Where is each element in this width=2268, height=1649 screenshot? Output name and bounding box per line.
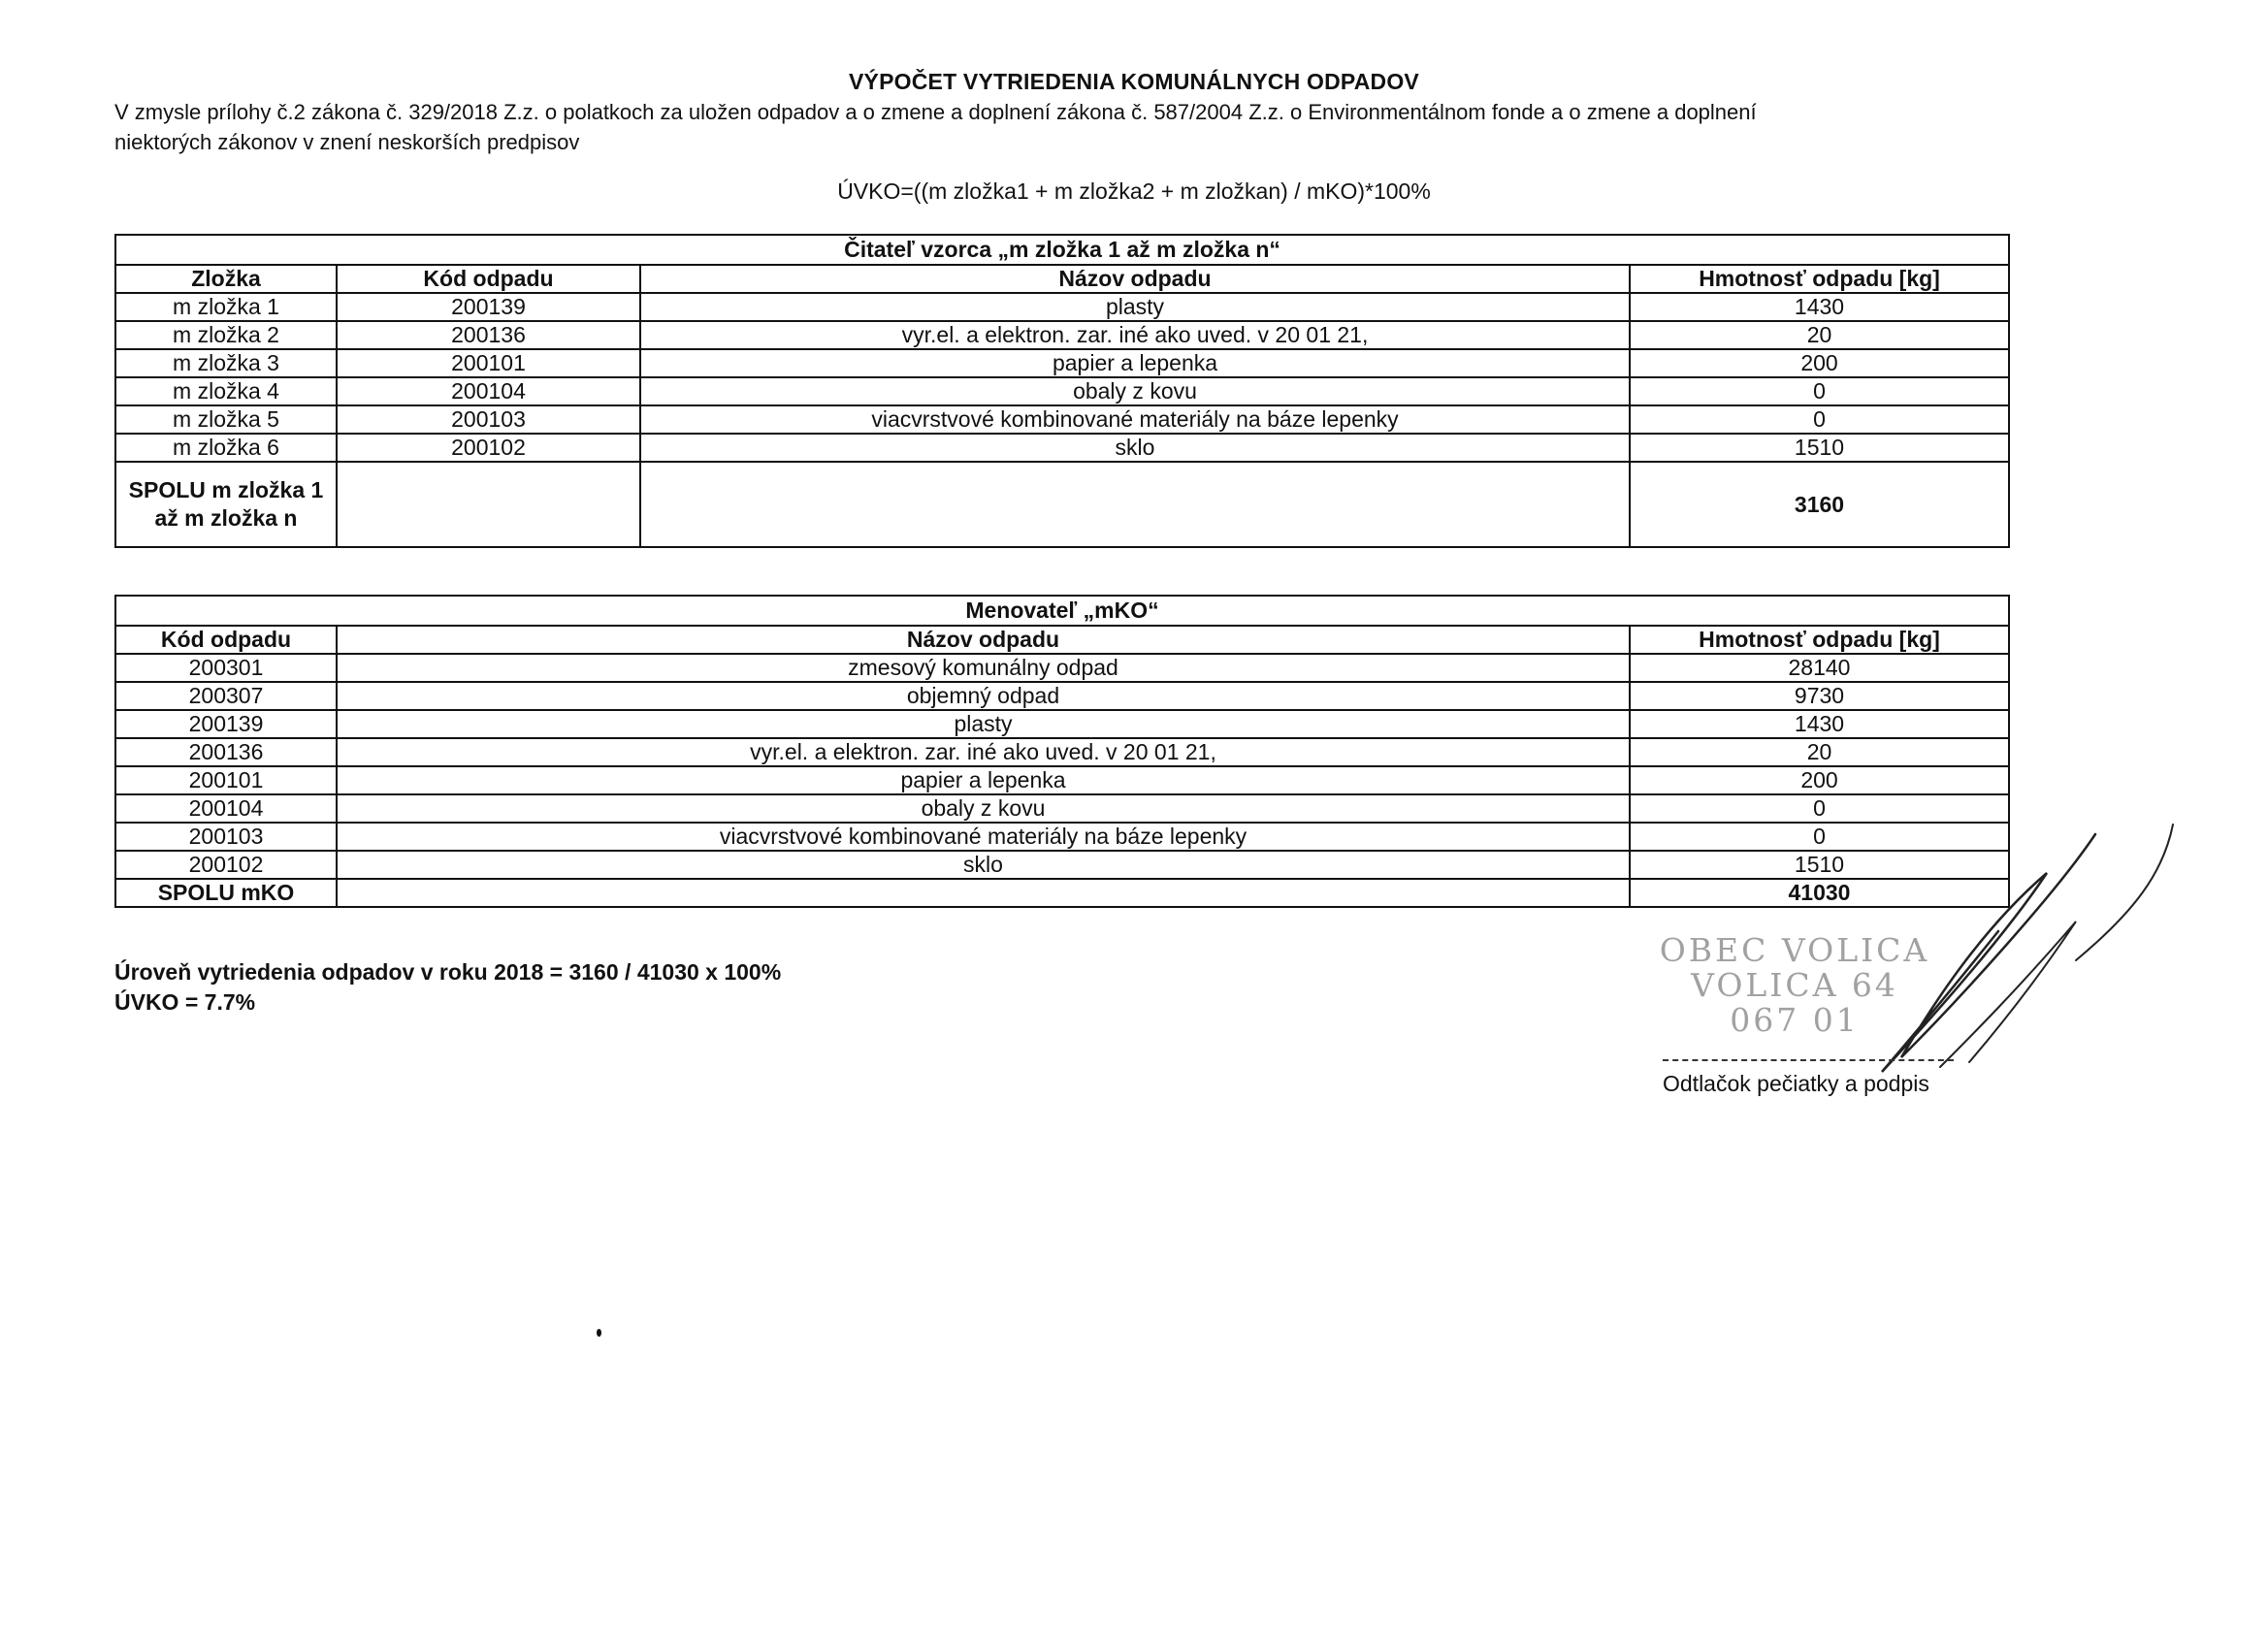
table-row (115, 766, 2009, 794)
result-uvko: ÚVKO = 7.7% (114, 989, 256, 1015)
code-cell: 200101 (115, 766, 337, 794)
numerator-total-row (115, 462, 2009, 547)
weight-cell: 0 (1630, 377, 2009, 405)
table-row (115, 794, 2009, 823)
stamp-line-3: 067 01 (1730, 1001, 1860, 1039)
table-row (115, 321, 2009, 349)
legal-intro (114, 97, 2055, 157)
signature-label: Odtlačok pečiatky a podpis (1663, 1071, 1929, 1096)
name-cell: vyr.el. a elektron. zar. iné ako uved. v 20 01 21, (337, 738, 1630, 766)
table-row (115, 405, 2009, 434)
component-cell: m zložka 5 (115, 405, 337, 434)
code-cell: 200301 (115, 654, 337, 682)
empty-cell (337, 879, 1630, 907)
code-cell: 200102 (115, 851, 337, 879)
legal-intro-line-1: V zmysle prílohy č.2 zákona č. 329/2018 Z.z. o polatkoch za uložen odpadov a o zmene a doplnení zákona č. 587/2004 Z.z. o Environmentálnom fonde a o zmene a doplnení (114, 100, 1757, 124)
code-cell: 200104 (337, 377, 640, 405)
empty-cell (337, 462, 640, 547)
name-cell: sklo (337, 851, 1630, 879)
weight-cell: 0 (1630, 405, 2009, 434)
legal-intro-line-2: niektorých zákonov v znení neskorších predpisov (114, 130, 580, 154)
code-cell: 200136 (115, 738, 337, 766)
header-waste-weight: Hmotnosť odpadu [kg] (1630, 626, 2009, 654)
numerator-header-row (115, 265, 2009, 293)
weight-cell: 9730 (1630, 682, 2009, 710)
numerator-caption: Čitateľ vzorca „m zložka 1 až m zložka n“ (115, 235, 2009, 265)
weight-cell: 1510 (1630, 434, 2009, 462)
denominator-total-row (115, 879, 2009, 907)
table-row (115, 851, 2009, 879)
weight-cell: 200 (1630, 766, 2009, 794)
code-cell: 200307 (115, 682, 337, 710)
table-row (115, 682, 2009, 710)
header-component: Zložka (115, 265, 337, 293)
weight-cell: 0 (1630, 794, 2009, 823)
weight-cell: 200 (1630, 349, 2009, 377)
name-cell: viacvrstvové kombinované materiály na báze lepenky (640, 405, 1630, 434)
code-cell: 200139 (115, 710, 337, 738)
component-cell: m zložka 2 (115, 321, 337, 349)
name-cell: objemný odpad (337, 682, 1630, 710)
result-summary (114, 957, 781, 1018)
table-row (115, 738, 2009, 766)
signature-divider (1663, 1059, 1954, 1061)
component-cell: m zložka 3 (115, 349, 337, 377)
code-cell: 200139 (337, 293, 640, 321)
table-row (115, 434, 2009, 462)
weight-cell: 28140 (1630, 654, 2009, 682)
denominator-caption: Menovateľ „mKO“ (115, 596, 2009, 626)
denominator-header-row (115, 626, 2009, 654)
name-cell: viacvrstvové kombinované materiály na báze lepenky (337, 823, 1630, 851)
table-row (115, 823, 2009, 851)
code-cell: 200103 (337, 405, 640, 434)
denominator-total-value: 41030 (1630, 879, 2009, 907)
denominator-total-label: SPOLU mKO (115, 879, 337, 907)
stamp-line-1: OBEC VOLICA (1659, 931, 1930, 969)
table-row (115, 654, 2009, 682)
name-cell: obaly z kovu (337, 794, 1630, 823)
numerator-total-value: 3160 (1630, 462, 2009, 547)
name-cell: obaly z kovu (640, 377, 1630, 405)
header-waste-name: Názov odpadu (640, 265, 1630, 293)
weight-cell: 20 (1630, 738, 2009, 766)
name-cell: plasty (337, 710, 1630, 738)
component-cell: m zložka 4 (115, 377, 337, 405)
weight-cell: 1430 (1630, 710, 2009, 738)
name-cell: papier a lepenka (640, 349, 1630, 377)
header-waste-name: Názov odpadu (337, 626, 1630, 654)
denominator-caption-row (115, 596, 2009, 626)
component-cell: m zložka 1 (115, 293, 337, 321)
denominator-table (114, 595, 2010, 908)
table-row (115, 377, 2009, 405)
stamp-line-2: VOLICA 64 (1691, 966, 1898, 1004)
scan-speck (597, 1329, 601, 1337)
numerator-total-label: SPOLU m zložka 1 až m zložka n (115, 462, 337, 547)
component-cell: m zložka 6 (115, 434, 337, 462)
table-row (115, 710, 2009, 738)
table-row (115, 349, 2009, 377)
empty-cell (640, 462, 1630, 547)
document-title: VÝPOČET VYTRIEDENIA KOMUNÁLNYCH ODPADOV (849, 69, 1419, 94)
code-cell: 200104 (115, 794, 337, 823)
code-cell: 200103 (115, 823, 337, 851)
numerator-table (114, 234, 2010, 548)
name-cell: papier a lepenka (337, 766, 1630, 794)
code-cell: 200102 (337, 434, 640, 462)
header-waste-code: Kód odpadu (115, 626, 337, 654)
uvko-formula: ÚVKO=((m zložka1 + m zložka2 + m zložkan) / mKO)*100% (837, 178, 1431, 204)
result-calculation: Úroveň vytriedenia odpadov v roku 2018 = 3160 / 41030 x 100% (114, 959, 782, 985)
table-row (115, 293, 2009, 321)
weight-cell: 20 (1630, 321, 2009, 349)
numerator-caption-row (115, 235, 2009, 265)
weight-cell: 1430 (1630, 293, 2009, 321)
header-waste-code: Kód odpadu (337, 265, 640, 293)
weight-cell: 1510 (1630, 851, 2009, 879)
handwritten-signature (1824, 815, 2192, 1086)
name-cell: vyr.el. a elektron. zar. iné ako uved. v 20 01 21, (640, 321, 1630, 349)
name-cell: zmesový komunálny odpad (337, 654, 1630, 682)
weight-cell: 0 (1630, 823, 2009, 851)
header-waste-weight: Hmotnosť odpadu [kg] (1630, 265, 2009, 293)
code-cell: 200136 (337, 321, 640, 349)
name-cell: plasty (640, 293, 1630, 321)
code-cell: 200101 (337, 349, 640, 377)
name-cell: sklo (640, 434, 1630, 462)
